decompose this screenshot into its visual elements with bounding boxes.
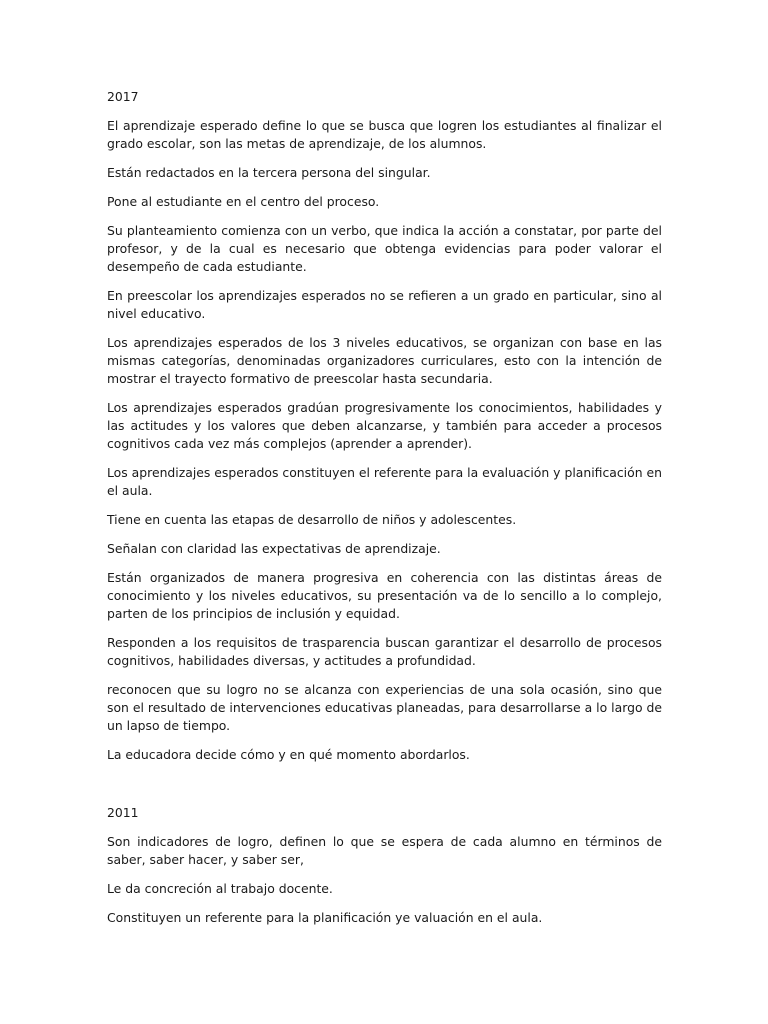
paragraph: Los aprendizajes esperados constituyen el referente para la evaluación y planificación en el aula. [107,465,662,498]
section-year: 2011 [107,805,139,820]
paragraph: Los aprendizajes esperados gradúan progresivamente los conocimientos, habilidades y las actitudes y los valores que deben alcanzarse, y también para acceder a procesos cognitivos cada vez más complejos (aprender a aprender). [107,400,662,451]
paragraph: Señalan con claridad las expectativas de aprendizaje. [107,541,441,556]
paragraph: Están redactados en la tercera persona del singular. [107,165,431,180]
paragraph: Le da concreción al trabajo docente. [107,881,333,896]
paragraph: Su planteamiento comienza con un verbo, que indica la acción a constatar, por parte del profesor, y de la cual es necesario que obtenga evidencias para poder valorar el desempeño de cada estudiante. [107,223,662,274]
paragraph: Están organizados de manera progresiva en coherencia con las distintas áreas de conocimiento y los niveles educativos, su presentación va de lo sencillo a lo complejo, parten de los principios de inclusión y equidad. [107,570,662,621]
section-2017 [107,88,662,764]
paragraph: Pone al estudiante en el centro del proceso. [107,194,380,209]
paragraph: En preescolar los aprendizajes esperados no se refieren a un grado en particular, sino al nivel educativo. [107,288,662,321]
paragraph: Constituyen un referente para la planificación ye valuación en el aula. [107,910,543,925]
section-2011 [107,804,662,927]
paragraph: Tiene en cuenta las etapas de desarrollo de niños y adolescentes. [107,512,517,527]
section-year: 2017 [107,89,139,104]
paragraph: reconocen que su logro no se alcanza con experiencias de una sola ocasión, sino que son el resultado de intervenciones educativas planeadas, para desarrollarse a lo largo de un lapso de tiempo. [107,682,662,733]
paragraph: Los aprendizajes esperados de los 3 niveles educativos, se organizan con base en las mismas categorías, denominadas organizadores curriculares, esto con la intención de mostrar el trayecto formativo de preescolar hasta secundaria. [107,335,662,386]
paragraph: Son indicadores de logro, definen lo que se espera de cada alumno en términos de saber, saber hacer, y saber ser, [107,834,662,867]
paragraph: La educadora decide cómo y en qué momento abordarlos. [107,747,470,762]
paragraph: El aprendizaje esperado define lo que se busca que logren los estudiantes al finalizar el grado escolar, son las metas de aprendizaje, de los alumnos. [107,118,662,151]
section-spacer [107,775,662,804]
paragraph: Responden a los requisitos de trasparencia buscan garantizar el desarrollo de procesos cognitivos, habilidades diversas, y actitudes a profundidad. [107,635,662,668]
